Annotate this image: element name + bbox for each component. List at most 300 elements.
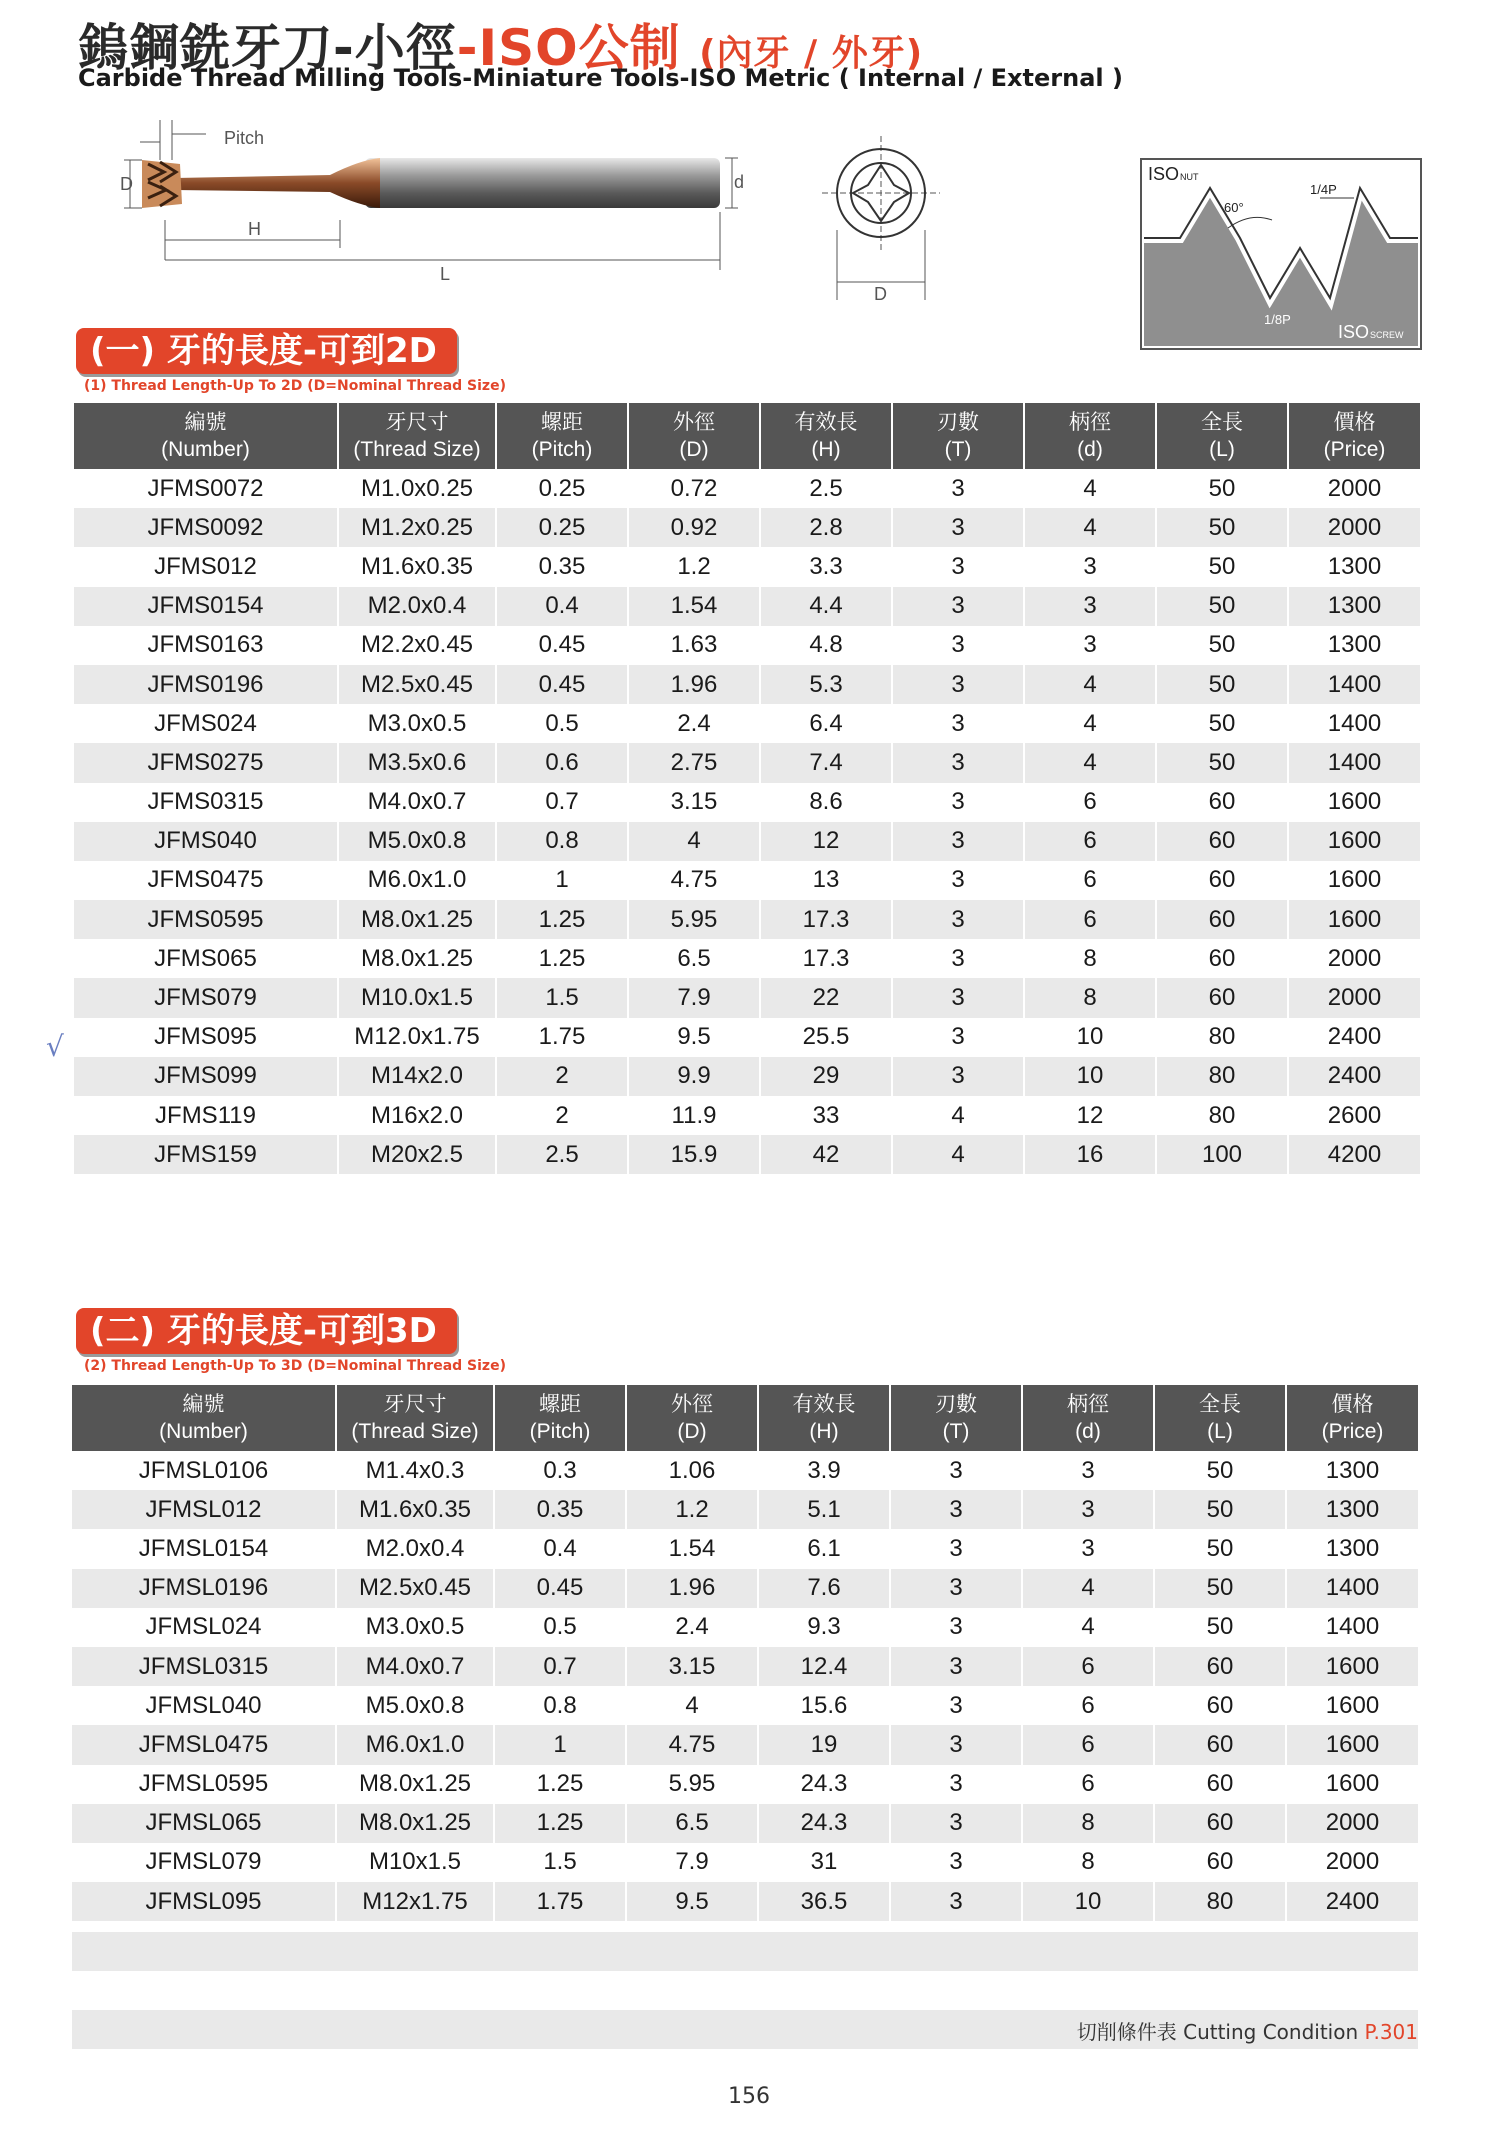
dim-pitch: Pitch	[224, 128, 265, 148]
table-cell: 1400	[1288, 665, 1420, 704]
column-header-en: (d)	[1077, 438, 1103, 461]
table-cell: 29	[760, 1057, 892, 1096]
table-cell: 4	[1024, 704, 1156, 743]
table-cell: 1.25	[494, 1765, 626, 1804]
table-cell: M20x2.5	[338, 1135, 496, 1174]
table-cell: M8.0x1.25	[338, 939, 496, 978]
table-row	[74, 469, 1420, 508]
table-cell: 8	[1022, 1804, 1154, 1843]
column-header	[1286, 1385, 1418, 1451]
table-cell: M2.2x0.45	[338, 626, 496, 665]
column-header	[494, 1385, 626, 1451]
table-row	[72, 1765, 1418, 1804]
table-cell: 50	[1154, 1451, 1286, 1490]
table-cell: 6	[1024, 861, 1156, 900]
table-cell: 3	[1024, 587, 1156, 626]
table-cell: 1.63	[628, 626, 760, 665]
table-cell: 3	[892, 704, 1024, 743]
column-header-en: (L)	[1209, 438, 1235, 461]
table-cell: 80	[1156, 1096, 1288, 1135]
table-cell: 50	[1156, 626, 1288, 665]
table-cell: 60	[1156, 783, 1288, 822]
table-cell: 1.2	[628, 547, 760, 586]
column-header-zh: 全長	[1199, 1393, 1241, 1416]
table-cell: 0.8	[496, 822, 628, 861]
table-cell: 50	[1156, 508, 1288, 547]
table-cell: 60	[1154, 1686, 1286, 1725]
table-cell: JFMS159	[74, 1135, 338, 1174]
table-cell: 11.9	[628, 1096, 760, 1135]
table-cell: 1400	[1286, 1608, 1418, 1647]
table-cell: 0.5	[496, 704, 628, 743]
table-cell: 17.3	[760, 939, 892, 978]
end-mill-diagram	[120, 120, 745, 290]
table-cell: 1.54	[626, 1529, 758, 1568]
table-cell: 3	[892, 469, 1024, 508]
table-cell: 10	[1024, 1057, 1156, 1096]
table-cell: 31	[758, 1843, 890, 1882]
table-cell: 1.06	[626, 1451, 758, 1490]
table-cell: M6.0x1.0	[338, 861, 496, 900]
table-cell: 3.3	[760, 547, 892, 586]
table-cell: 60	[1154, 1647, 1286, 1686]
angle-label: 60°	[1224, 200, 1244, 215]
empty-row	[72, 1932, 1418, 1971]
table-row	[72, 1451, 1418, 1490]
table-cell: 3	[892, 978, 1024, 1017]
table-cell: 80	[1156, 1057, 1288, 1096]
table-cell: 6.5	[626, 1804, 758, 1843]
section1-sub: (1) Thread Length-Up To 2D (D=Nominal Thread Size)	[84, 378, 506, 394]
table-cell: 19	[758, 1725, 890, 1764]
table-cell: 0.45	[496, 626, 628, 665]
section2-sub: (2) Thread Length-Up To 3D (D=Nominal Thread Size)	[84, 1358, 506, 1374]
table-cell: 6	[1022, 1725, 1154, 1764]
table-cell: JFMS0315	[74, 783, 338, 822]
table-cell: 3	[892, 822, 1024, 861]
table-cell: 80	[1154, 1882, 1286, 1921]
table-cell: JFMS040	[74, 822, 338, 861]
table-cell: 4200	[1288, 1135, 1420, 1174]
table-cell: 60	[1156, 978, 1288, 1017]
table-cell: M2.5x0.45	[338, 665, 496, 704]
table-cell: JFMS079	[74, 978, 338, 1017]
column-header-zh: 柄徑	[1067, 1393, 1109, 1416]
table-cell: 3	[890, 1804, 1022, 1843]
table-cell: JFMS0475	[74, 861, 338, 900]
quarter-p-label: 1/4P	[1310, 182, 1337, 197]
column-header	[1156, 403, 1288, 469]
table-cell: 1600	[1286, 1686, 1418, 1725]
table-cell: M6.0x1.0	[336, 1725, 494, 1764]
table-cell: 4.4	[760, 587, 892, 626]
table-cell: 2	[496, 1096, 628, 1135]
table-row	[74, 822, 1420, 861]
table-cell: 4	[1022, 1608, 1154, 1647]
table-cell: 7.6	[758, 1569, 890, 1608]
table-row	[74, 1096, 1420, 1135]
table-cell: 5.3	[760, 665, 892, 704]
column-header-zh: 有效長	[794, 411, 858, 434]
column-header	[626, 1385, 758, 1451]
dim-d-end: D	[874, 284, 887, 304]
table-cell: 4	[1024, 665, 1156, 704]
table-cell: M8.0x1.25	[338, 900, 496, 939]
table-cell: 1600	[1288, 900, 1420, 939]
table-cell: 1600	[1288, 822, 1420, 861]
table-cell: JFMSL095	[72, 1882, 336, 1921]
table-cell: 6	[1022, 1765, 1154, 1804]
table-cell: 3	[890, 1608, 1022, 1647]
table-cell: 3	[890, 1843, 1022, 1882]
table-cell: 4	[626, 1686, 758, 1725]
table-row	[74, 508, 1420, 547]
table-cell: 10	[1024, 1018, 1156, 1057]
table-cell: 6.1	[758, 1529, 890, 1568]
column-header-en: (Price)	[1321, 1420, 1384, 1443]
table-cell: JFMS024	[74, 704, 338, 743]
table-cell: 2600	[1288, 1096, 1420, 1135]
table-cell: 1.54	[628, 587, 760, 626]
table-cell: 80	[1156, 1018, 1288, 1057]
table-row	[72, 1608, 1418, 1647]
iso-profile-diagram	[1140, 158, 1422, 350]
table-cell: 1300	[1286, 1490, 1418, 1529]
table-header-row	[72, 1385, 1418, 1451]
iso-screw-label: ISO	[1338, 322, 1370, 342]
table-cell: 9.5	[626, 1882, 758, 1921]
page-subtitle: Carbide Thread Milling Tools-Miniature Tools-ISO Metric ( Internal / External )	[78, 64, 1123, 92]
table-cell: 60	[1154, 1765, 1286, 1804]
table-cell: 17.3	[760, 900, 892, 939]
dim-d-small: d	[734, 172, 745, 192]
column-header-zh: 編號	[182, 1393, 225, 1416]
table-cell: JFMS0092	[74, 508, 338, 547]
table-cell: 50	[1156, 587, 1288, 626]
table-cell: 3	[892, 665, 1024, 704]
dim-h: H	[248, 219, 261, 239]
table-cell: 60	[1154, 1843, 1286, 1882]
table-cell: 13	[760, 861, 892, 900]
table-cell: 3	[890, 1490, 1022, 1529]
table-cell: 3	[1022, 1490, 1154, 1529]
table-cell: JFMS099	[74, 1057, 338, 1096]
column-header	[758, 1385, 890, 1451]
table-cell: 8	[1024, 978, 1156, 1017]
column-header	[892, 403, 1024, 469]
table-cell: JFMSL0154	[72, 1529, 336, 1568]
table-cell: 60	[1154, 1804, 1286, 1843]
table-cell: 3	[892, 547, 1024, 586]
column-header-zh: 刃數	[937, 411, 979, 434]
handwritten-checkmark: √	[46, 1030, 64, 1063]
end-view-diagram	[816, 130, 946, 305]
table-cell: 3	[1022, 1451, 1154, 1490]
table-cell: 33	[760, 1096, 892, 1135]
table-cell: 0.45	[494, 1569, 626, 1608]
table-cell: 3	[890, 1647, 1022, 1686]
table-cell: 12	[760, 822, 892, 861]
table-cell: 7.9	[626, 1843, 758, 1882]
table-row	[74, 743, 1420, 782]
table-cell: 3	[892, 783, 1024, 822]
table-cell: 12	[1024, 1096, 1156, 1135]
table-cell: 3.15	[626, 1647, 758, 1686]
table-cell: 0.8	[494, 1686, 626, 1725]
table-cell: M5.0x0.8	[336, 1686, 494, 1725]
table-cell: 24.3	[758, 1765, 890, 1804]
table-cell: 8	[1024, 939, 1156, 978]
table-cell: 0.7	[494, 1647, 626, 1686]
table-row	[74, 900, 1420, 939]
table-cell: 1.75	[494, 1882, 626, 1921]
table-cell: 3.9	[758, 1451, 890, 1490]
column-header	[1288, 403, 1420, 469]
table-cell: 6	[1022, 1647, 1154, 1686]
table-row	[74, 783, 1420, 822]
table-cell: 3	[892, 508, 1024, 547]
table-cell: 6	[1024, 783, 1156, 822]
table-cell: 0.92	[628, 508, 760, 547]
table-row	[74, 1057, 1420, 1096]
table-cell: M1.2x0.25	[338, 508, 496, 547]
table-cell: 0.5	[494, 1608, 626, 1647]
table-cell: 2.8	[760, 508, 892, 547]
table-cell: M3.0x0.5	[336, 1608, 494, 1647]
title-zh-sub: (內牙 / 外牙)	[699, 33, 924, 74]
table-cell: 1400	[1288, 704, 1420, 743]
table-cell: 2000	[1286, 1843, 1418, 1882]
table-cell: 10	[1022, 1882, 1154, 1921]
table-cell: 50	[1154, 1569, 1286, 1608]
column-header-zh: 螺距	[539, 1393, 581, 1416]
table-cell: 3	[890, 1725, 1022, 1764]
spec-table-2d	[74, 403, 1420, 1174]
table-cell: 3	[890, 1882, 1022, 1921]
column-header	[890, 1385, 1022, 1451]
column-header	[628, 403, 760, 469]
table-cell: JFMSL0475	[72, 1725, 336, 1764]
table-cell: 3	[892, 743, 1024, 782]
column-header-en: (T)	[944, 438, 972, 461]
table-cell: 2.5	[496, 1135, 628, 1174]
table-cell: 3	[890, 1686, 1022, 1725]
column-header-en: (T)	[942, 1420, 970, 1443]
table-cell: 9.5	[628, 1018, 760, 1057]
table-cell: 3	[890, 1765, 1022, 1804]
table-cell: 50	[1156, 704, 1288, 743]
table-cell: 50	[1154, 1608, 1286, 1647]
table-cell: M16x2.0	[338, 1096, 496, 1135]
table-cell: 1300	[1288, 587, 1420, 626]
neck-shape	[175, 158, 380, 208]
table-row	[74, 1018, 1420, 1057]
table-cell: 4	[892, 1096, 1024, 1135]
table-row	[72, 1490, 1418, 1529]
table-cell: 3.15	[628, 783, 760, 822]
table-cell: 1.25	[496, 900, 628, 939]
iso-nut-label: ISO	[1148, 164, 1180, 184]
table-cell: 50	[1156, 743, 1288, 782]
table-cell: 0.7	[496, 783, 628, 822]
table-cell: 1.75	[496, 1018, 628, 1057]
column-header	[496, 403, 628, 469]
table-cell: JFMSL040	[72, 1686, 336, 1725]
table-cell: M2.5x0.45	[336, 1569, 494, 1608]
column-header	[1154, 1385, 1286, 1451]
column-header-en: (Price)	[1323, 438, 1386, 461]
table-cell: 2000	[1288, 978, 1420, 1017]
table-cell: 60	[1156, 939, 1288, 978]
table-cell: 100	[1156, 1135, 1288, 1174]
column-header-zh: 外徑	[673, 411, 715, 434]
table-cell: 60	[1154, 1725, 1286, 1764]
table-cell: 2000	[1288, 939, 1420, 978]
table-cell: 0.25	[496, 508, 628, 547]
table-cell: JFMS0595	[74, 900, 338, 939]
table-cell: 1.25	[494, 1804, 626, 1843]
table-row	[72, 1529, 1418, 1568]
table-cell: 1300	[1286, 1451, 1418, 1490]
table-cell: 0.72	[628, 469, 760, 508]
column-header	[74, 403, 338, 469]
title-zh-iso: -ISO公制	[456, 19, 681, 77]
table-cell: 2000	[1288, 508, 1420, 547]
empty-row	[72, 1971, 1418, 2010]
table-cell: 1.2	[626, 1490, 758, 1529]
table-cell: 50	[1156, 469, 1288, 508]
table-cell: 0.6	[496, 743, 628, 782]
column-header-en: (D)	[679, 438, 709, 461]
column-header-en: (Thread Size)	[353, 438, 481, 461]
table-cell: 2.4	[626, 1608, 758, 1647]
dim-d-big: D	[120, 174, 133, 194]
table-cell: M10x1.5	[336, 1843, 494, 1882]
table-row	[74, 547, 1420, 586]
column-header-en: (Thread Size)	[351, 1420, 479, 1443]
table-cell: 2400	[1286, 1882, 1418, 1921]
shank-shape	[365, 158, 720, 208]
table-cell: M3.5x0.6	[338, 743, 496, 782]
table-cell: 36.5	[758, 1882, 890, 1921]
table-cell: 4.75	[628, 861, 760, 900]
table-cell: 0.3	[494, 1451, 626, 1490]
table-cell: 2	[496, 1057, 628, 1096]
table-cell: JFMS0275	[74, 743, 338, 782]
column-header-zh: 牙尺寸	[385, 411, 449, 434]
table-cell: 6	[1024, 900, 1156, 939]
table-cell: 50	[1154, 1490, 1286, 1529]
table-cell: 9.9	[628, 1057, 760, 1096]
table-cell: 1600	[1286, 1647, 1418, 1686]
table-cell: M1.0x0.25	[338, 469, 496, 508]
table-cell: M5.0x0.8	[338, 822, 496, 861]
table-row	[74, 704, 1420, 743]
column-header-en: (Number)	[161, 438, 250, 461]
table-cell: 4	[1024, 743, 1156, 782]
table-cell: 3	[892, 626, 1024, 665]
table-row	[74, 861, 1420, 900]
table-cell: M1.4x0.3	[336, 1451, 494, 1490]
column-header	[336, 1385, 494, 1451]
table-cell: 3	[892, 939, 1024, 978]
column-header-zh: 編號	[184, 411, 227, 434]
column-header-en: (Pitch)	[531, 438, 593, 461]
table-cell: 1.5	[494, 1843, 626, 1882]
page-number: 156	[728, 2084, 770, 2109]
table-cell: 3	[892, 1018, 1024, 1057]
table-cell: M2.0x0.4	[336, 1529, 494, 1568]
table-cell: 25.5	[760, 1018, 892, 1057]
table-cell: 5.1	[758, 1490, 890, 1529]
table-cell: 0.45	[496, 665, 628, 704]
table-cell: 1.96	[628, 665, 760, 704]
table-cell: JFMSL0595	[72, 1765, 336, 1804]
table-cell: 1300	[1288, 547, 1420, 586]
column-header-en: (L)	[1207, 1420, 1233, 1443]
column-header-en: (D)	[677, 1420, 707, 1443]
table-cell: 3	[1024, 547, 1156, 586]
cutting-condition-page: P.301	[1364, 2020, 1418, 2044]
table-cell: 6	[1024, 822, 1156, 861]
table-header-row	[74, 403, 1420, 469]
table-cell: M8.0x1.25	[336, 1765, 494, 1804]
column-header-zh: 柄徑	[1069, 411, 1111, 434]
table-cell: JFMS0196	[74, 665, 338, 704]
column-header-zh: 牙尺寸	[383, 1393, 447, 1416]
table-cell: 1400	[1288, 743, 1420, 782]
table-row	[72, 1686, 1418, 1725]
table-cell: 3	[890, 1569, 1022, 1608]
table-cell: 24.3	[758, 1804, 890, 1843]
column-header	[1024, 403, 1156, 469]
table-row	[72, 1647, 1418, 1686]
table-cell: 2.5	[760, 469, 892, 508]
table-cell: M8.0x1.25	[336, 1804, 494, 1843]
table-cell: 3	[892, 861, 1024, 900]
table-cell: 15.6	[758, 1686, 890, 1725]
table-cell: M2.0x0.4	[338, 587, 496, 626]
table-cell: JFMSL012	[72, 1490, 336, 1529]
section2-badge: (二) 牙的長度-可到3D	[76, 1308, 457, 1354]
table-cell: 6.5	[628, 939, 760, 978]
table-cell: M14x2.0	[338, 1057, 496, 1096]
table-cell: 4	[628, 822, 760, 861]
table-cell: 1600	[1286, 1765, 1418, 1804]
table-cell: 0.35	[496, 547, 628, 586]
table-cell: 5.95	[626, 1765, 758, 1804]
table-cell: M12x1.75	[336, 1882, 494, 1921]
table-cell: JFMSL024	[72, 1608, 336, 1647]
table-cell: JFMSL0106	[72, 1451, 336, 1490]
table-cell: JFMS065	[74, 939, 338, 978]
table-row	[74, 978, 1420, 1017]
table-row	[72, 1725, 1418, 1764]
table-row	[74, 1135, 1420, 1174]
column-header-zh: 外徑	[671, 1393, 713, 1416]
table-cell: 4	[1024, 469, 1156, 508]
table-cell: 0.4	[496, 587, 628, 626]
iso-screw-sub: SCREW	[1370, 330, 1404, 340]
column-header	[1022, 1385, 1154, 1451]
title-zh-main: 鎢鋼銑牙刀-小徑	[78, 19, 457, 77]
table-cell: JFMS0163	[74, 626, 338, 665]
table-cell: M4.0x0.7	[336, 1647, 494, 1686]
table-cell: 50	[1156, 665, 1288, 704]
table-cell: 9.3	[758, 1608, 890, 1647]
table-cell: 3	[890, 1451, 1022, 1490]
table-cell: 1300	[1288, 626, 1420, 665]
